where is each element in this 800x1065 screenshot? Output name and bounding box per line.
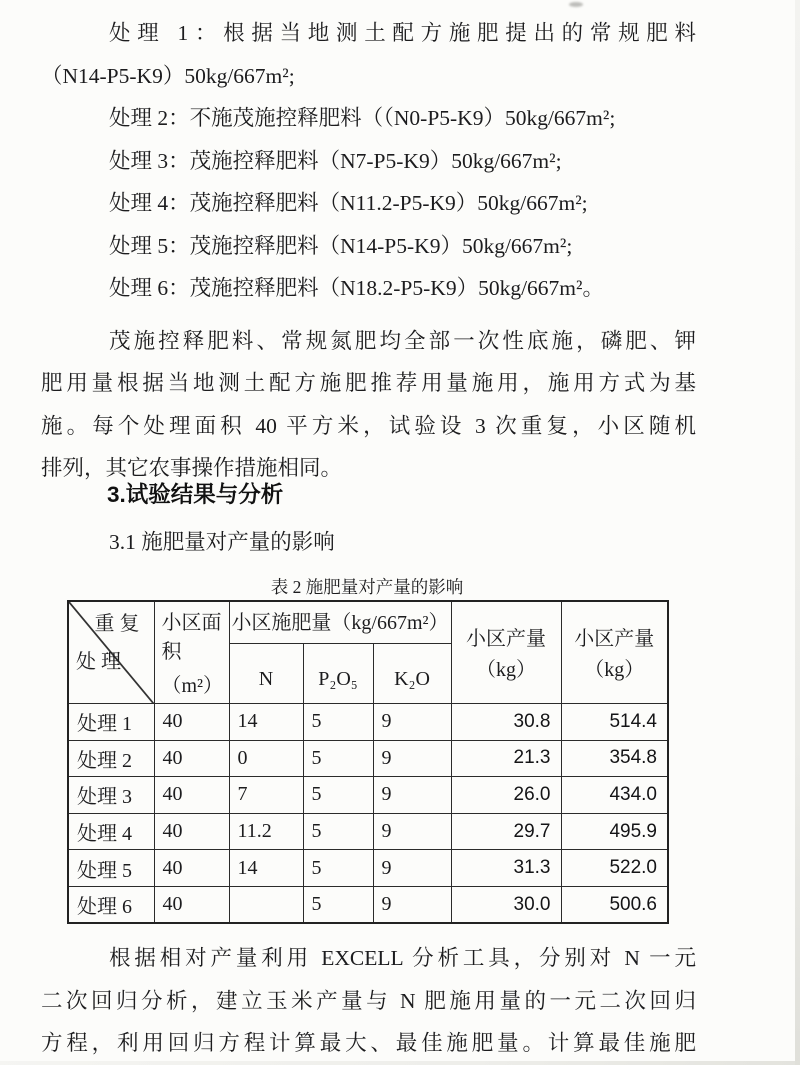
cell-n: 0 [229,740,303,777]
cell-total-yield: 514.4 [561,704,668,741]
document-body [41,12,696,1065]
diagonal-header-cell [68,601,154,704]
cell-treatment: 处理 2 [68,740,154,777]
cell-total-yield: 522.0 [561,850,668,887]
paragraph-line: 肥用量根据当地测土配方施肥推荐用量施用，施用方式为基 [41,371,696,395]
paragraph-line: 排列，其它农事操作措施相同。 [41,456,343,480]
table-row [68,850,668,887]
plot-yield-unit: （kg） [476,658,536,681]
header-cell-plot-yield [451,601,561,704]
cell-p2o5: 5 [303,886,373,923]
plot-area-unit: （m²） [161,674,224,697]
analysis-paragraph [41,937,696,1065]
table-row [68,740,668,777]
cell-k2o: 9 [373,777,451,814]
total-yield-unit: （kg） [584,658,645,681]
treatments-paragraph [41,12,696,310]
paragraph-line: 处理 4：茂施控释肥料（N11.2-P5-K9）50kg/667m²; [109,191,588,215]
cell-area: 40 [154,886,229,923]
cell-area: 40 [154,777,229,814]
total-yield-label: 小区产量 [574,627,655,650]
paragraph-line: 处理 1：根据当地测土配方施肥提出的常规肥料 [109,21,696,45]
cell-plot-yield: 30.0 [451,886,561,923]
paragraph-line: （N14-P5-K9）50kg/667m²; [41,63,295,88]
scan-artifact-speck [569,2,583,7]
table-row [68,777,668,814]
results-table [67,600,669,925]
cell-treatment: 处理 6 [68,886,154,923]
cell-k2o: 9 [373,740,451,777]
plot-area-label: 小区面积 [161,611,222,663]
paragraph-line: 茂施控释肥料、常规氮肥均全部一次性底施，磷肥、钾 [109,328,696,353]
paragraph-line: 施。每个处理面积 40 平方米，试验设 3 次重复，小区随机 [41,413,696,438]
header-cell-n: N [229,644,303,704]
header-cell-total-yield [561,601,668,704]
cell-n [229,886,303,923]
table-row [68,704,668,741]
cell-p2o5: 5 [303,777,373,814]
cell-total-yield: 500.6 [561,886,668,923]
cell-k2o: 9 [373,704,451,741]
cell-n: 11.2 [229,813,303,850]
cell-p2o5: 5 [303,813,373,850]
cell-k2o: 9 [373,850,451,887]
cell-treatment: 处理 1 [68,704,154,741]
cell-k2o: 9 [373,886,451,923]
method-paragraph [41,320,696,490]
paragraph-line: 二次回归分析，建立玉米产量与 N 肥施用量的一元二次回归 [41,988,696,1013]
paragraph-line: 处理 6：茂施控释肥料（N18.2-P5-K9）50kg/667m²。 [109,276,604,300]
cell-area: 40 [154,740,229,777]
cell-plot-yield: 21.3 [451,740,561,777]
scan-edge-right [795,0,800,1065]
header-cell-fertilizer-group: 小区施肥量（kg/667m²） [229,601,451,644]
cell-plot-yield: 31.3 [451,850,561,887]
cell-treatment: 处理 4 [68,813,154,850]
header-cell-p2o5: P₂O₅ [303,644,373,704]
table-caption: 表 2 施肥量对产量的影响 [270,576,464,597]
cell-plot-yield: 29.7 [451,813,561,850]
cell-total-yield: 434.0 [561,777,668,814]
paragraph-line: 方程，利用回归方程计算最大、最佳施肥量。计算最佳施肥 [41,1031,696,1056]
diagonal-label-repeat: 重复 [94,612,145,635]
cell-p2o5: 5 [303,740,373,777]
table-header-row-1 [68,601,668,644]
paragraph-line: 根据相对产量利用 EXCELL 分析工具，分别对 N 一元 [109,946,696,971]
cell-n: 14 [229,704,303,741]
paragraph-line: 处理 5：茂施控释肥料（N14-P5-K9）50kg/667m²; [109,233,573,258]
table-row [68,813,668,850]
cell-area: 40 [154,850,229,887]
cell-plot-yield: 26.0 [451,777,561,814]
cell-treatment: 处理 3 [68,777,154,814]
table-row [68,886,668,923]
cell-n: 14 [229,850,303,887]
paragraph-line: 处理 3：茂施控释肥料（N7-P5-K9）50kg/667m²; [109,148,562,173]
paragraph-line: 处理 2：不施茂施控释肥料（（N0-P5-K9）50kg/667m²; [109,106,616,130]
cell-total-yield: 354.8 [561,740,668,777]
cell-plot-yield: 30.8 [451,704,561,741]
diagonal-label-treatment: 处理 [76,650,126,673]
cell-p2o5: 5 [303,704,373,741]
cell-area: 40 [154,704,229,741]
cell-p2o5: 5 [303,850,373,887]
cell-area: 40 [154,813,229,850]
header-cell-k2o: K₂O [373,644,451,704]
header-cell-plot-area [154,601,229,704]
cell-total-yield: 495.9 [561,813,668,850]
section-heading: 3.试验结果与分析 [107,481,284,507]
plot-yield-label: 小区产量 [466,627,546,650]
subsection-heading: 3.1 施肥量对产量的影响 [109,529,335,554]
cell-n: 7 [229,777,303,814]
scan-edge-bottom [0,1061,800,1065]
cell-treatment: 处理 5 [68,850,154,887]
cell-k2o: 9 [373,813,451,850]
